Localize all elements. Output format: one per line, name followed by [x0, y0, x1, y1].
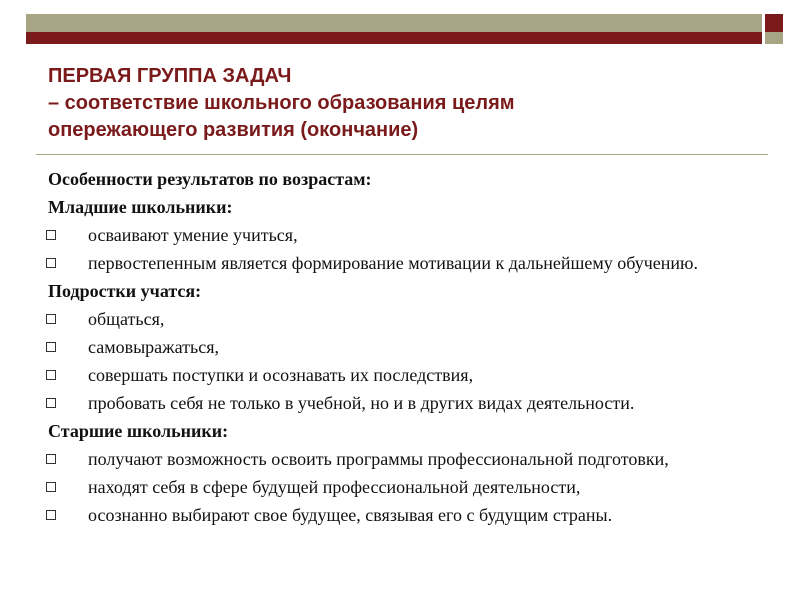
square-bullet-icon — [46, 510, 56, 520]
list-item-text: пробовать себя не только в учебной, но и в других видах деятельности. — [88, 393, 635, 413]
square-bullet-icon — [46, 482, 56, 492]
list-item-text: самовыражаться, — [88, 337, 219, 357]
title-line-1: ПЕРВАЯ ГРУППА ЗАДАЧ — [48, 65, 292, 87]
list-item — [48, 250, 748, 278]
slide-body — [48, 166, 748, 530]
list-item-text: совершать поступки и осознавать их последствия, — [88, 365, 474, 385]
list-item — [48, 222, 748, 250]
group-heading-teens: Подростки учатся: — [48, 281, 202, 301]
square-bullet-icon — [46, 370, 56, 380]
title-divider — [36, 154, 768, 155]
square-bullet-icon — [46, 314, 56, 324]
list-item-text: первостепенным является формирование мотивации к дальнейшему обучению. — [88, 253, 698, 273]
list-item — [48, 334, 748, 362]
list-teens — [48, 306, 748, 418]
list-item-text: общаться, — [88, 309, 165, 329]
list-item — [48, 446, 748, 474]
list-item — [48, 306, 748, 334]
header-bar-red — [26, 32, 762, 44]
list-item-text: находят себя в сфере будущей профессиональной деятельности, — [88, 477, 581, 497]
square-bullet-icon — [46, 342, 56, 352]
list-item — [48, 390, 748, 418]
square-bullet-icon — [46, 230, 56, 240]
list-item-text: осознанно выбирают свое будущее, связывая его с будущим страны. — [88, 505, 613, 525]
square-bullet-icon — [46, 398, 56, 408]
list-item — [48, 362, 748, 390]
slide-title — [48, 63, 768, 144]
header-square-red — [765, 14, 783, 32]
list-item — [48, 474, 748, 502]
header-bar-olive — [26, 14, 762, 32]
intro-heading: Особенности результатов по возрастам: — [48, 169, 372, 189]
list-junior — [48, 222, 748, 278]
list-senior — [48, 446, 748, 530]
header-square-olive — [765, 32, 783, 44]
square-bullet-icon — [46, 258, 56, 268]
list-item-text: осваивают умение учиться, — [88, 225, 298, 245]
title-line-2: – соответствие школьного образования целям — [48, 92, 515, 114]
list-item — [48, 502, 748, 530]
square-bullet-icon — [46, 454, 56, 464]
title-line-3: опережающего развития (окончание) — [48, 119, 419, 141]
list-item-text: получают возможность освоить программы профессиональной подготовки, — [88, 449, 669, 469]
group-heading-senior: Старшие школьники: — [48, 421, 229, 441]
group-heading-junior: Младшие школьники: — [48, 197, 233, 217]
